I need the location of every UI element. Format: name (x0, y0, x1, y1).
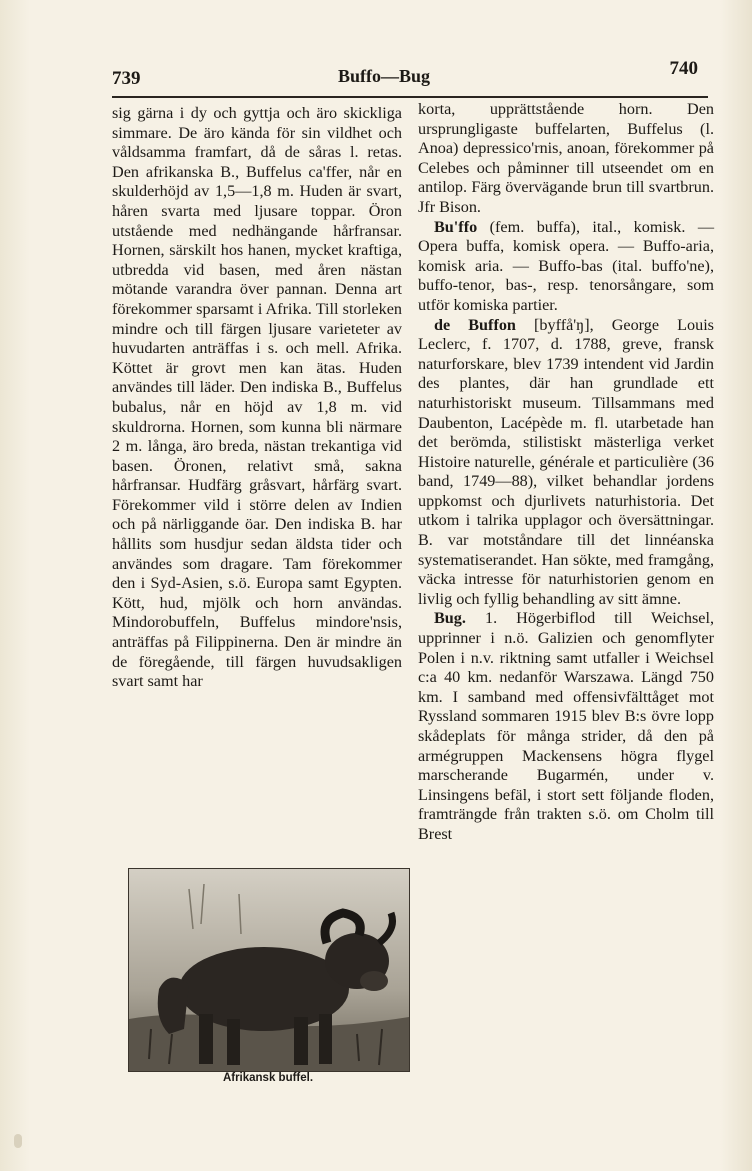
anoa-continuation: korta, upprättstående horn. Den ursprungligaste buffelarten, Buffelus (l. Anoa) depressico'rnis, anoan, förekommer på Celebes och påminner till utseendet om en antilop. Färg övervägande brun till svartbrun. Jfr Bison. (418, 100, 714, 216)
entry-buffo-text: (fem. buffa), ital., komisk. — Opera buffa, komisk opera. — Buffo-aria, komisk aria. — Buffo-bas (ital. buffo'ne), buffo-tenor, bas-, resp. tenorsångare, som utför komiska partier. (418, 217, 715, 314)
entry-bug-text: 1. Högerbiflod till Weichsel, upprinner i n.ö. Galizien och genomflyter Polen i n.v. riktning samt utfaller i Weichsel c:a 40 km. nedanför Warszawa. Längd 750 km. I samband med offensivfälttåget mot Ryssland sommaren 1915 blev B:s övre lopp skådeplats för många strider, då den på armégruppen Mackensens högra flygel marscherande Bugarmén, under v. Linsingens befäl, i stort sett följande floden, framträngde från trakten s.ö. om Cholm till Brest (418, 609, 714, 843)
entry-buffon-headword: de Buffon (434, 315, 516, 334)
page-number-left: 739 (112, 68, 141, 89)
entry-buffo (418, 218, 714, 316)
header-rule (112, 96, 708, 98)
left-column-text: sig gärna i dy och gyttja och äro skickliga simmare. De äro kända för sin vildhet och våldsamma framfart, då de såras l. retas. Den afrikanska B., Buffelus ca'ffer, når en skulderhöjd av 1,5—1,8 m. Huden är svart, håren svarta med ljusare toppar. Öron utstående med nedhängande hårfransar. Hornen, särskilt hos hanen, mycket kraftiga, utbredda vid basen, med åren nästan mötande varandra över pannan. Denna art förekommer sparsamt i Afrika. Till storleken mindre och till färgen ljusare varieteter av huvudarten anträffas i s. och mell. Afrika. Köttet är grovt men kan ätas. Huden användes till läder. Den indiska B., Buffelus bubalus, når en höjd av 1,8 m. vid skuldrorna. Hornen, som kunna bli närmare 2 m. långa, äro breda, nästan trekantiga vid basen. Öronen, relativt små, sakna hårfransar. Hudfärg gråsvart, hårfärg svart. Förekommer vild i större delen av Indien och på närliggande öar. Den indiska B. har hållits som husdjur sedan äldsta tider och användes som dragare. Tam förekommer den i Syd-Asien, s.ö. Europa samt Egypten. Kött, hud, mjölk och horn användas. Mindorobuffeln, Buffelus mindore'nsis, anträffas på Filippinerna. Den är mindre än de föregående, till färgen huvudsakligen svart samt har (112, 104, 402, 691)
page-number-right: 740 (669, 58, 698, 79)
entry-buffo-headword: Bu'ffo (434, 217, 478, 236)
figure-caption: Afrikansk buffel. (222, 1072, 314, 1084)
entry-bug (418, 609, 714, 844)
page-header (112, 58, 702, 98)
running-title: Buffo—Bug (338, 66, 431, 86)
entry-buffon (418, 316, 714, 610)
entry-buffon-text: [byffå'ŋ], George Louis Leclerc, f. 1707, d. 1788, greve, fransk naturforskare, blev 1739 intendent vid Jardin des plantes, där han grundlade ett naturhistoriskt museum. Tillsammans med Daubenton, Lacépède m. fl. utarbetade han det berömda, stilistiskt mästerliga verket Histoire naturelle, générale et particulière (36 band, 1749—88), vilket behandlar jordens uppkomst och djurlivets naturhistoria. Det utkom i talrika upplagor och översättningar. B. var motståndare till det linnéanska systematiserandet. Han sökte, med framgång, väcka intresse för naturhistorien genom en livlig och fyllig behandling av sitt ämne. (418, 315, 714, 608)
binding-hole (14, 1134, 22, 1148)
buffalo-picture (129, 869, 409, 1071)
buffalo-illustration (128, 868, 410, 1072)
right-column (418, 100, 714, 845)
entry-bug-headword: Bug. (434, 609, 466, 628)
left-column (112, 104, 402, 692)
